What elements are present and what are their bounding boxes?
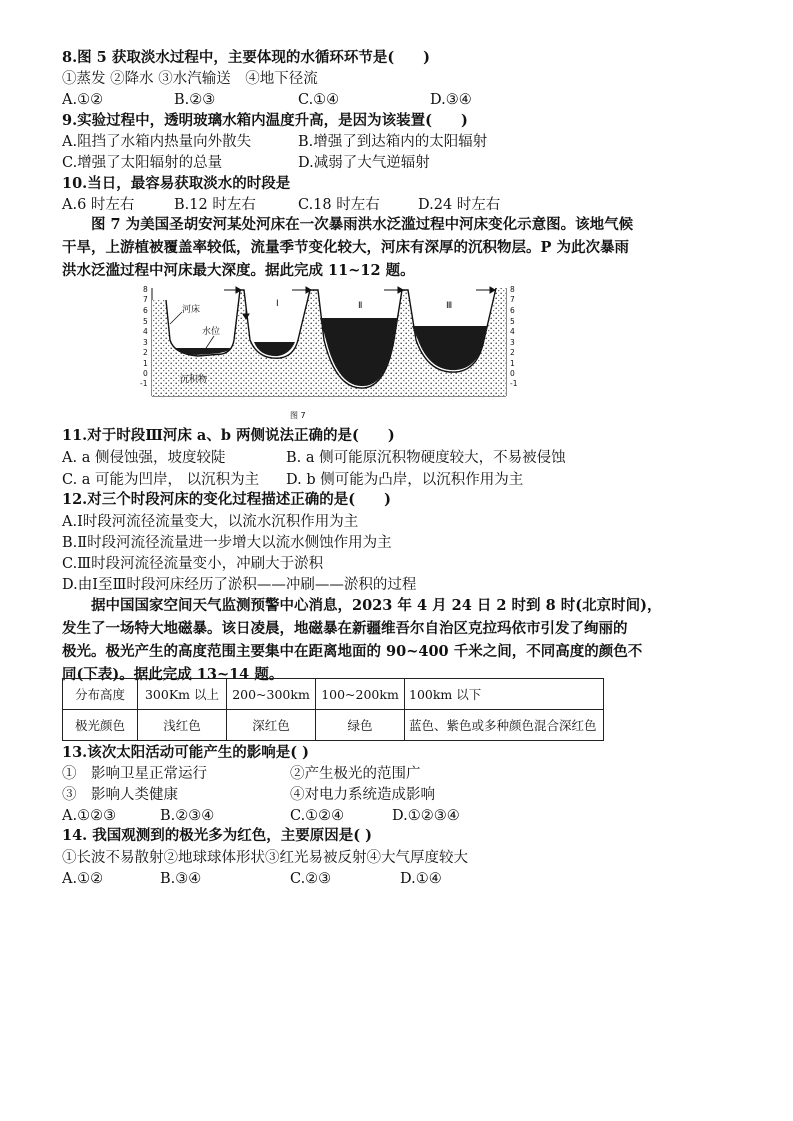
q13-option-d: D.①②③④ [392,808,460,824]
right-tick: 3 [510,338,515,347]
q11-option-d: D. b 侧可能为凸岸，以沉积作用为主 [286,472,524,488]
q9-option-a: A.阻挡了水箱内热量向外散失 [62,134,252,150]
aurora-table [62,678,604,741]
right-tick: 5 [510,317,515,326]
table-cell: 100km 以下 [405,679,604,710]
table-row [63,679,604,710]
q10-option-c: C.18 时左右 [298,197,380,213]
q12-option-b: B.Ⅱ时段河流径流量进一步增大以流水侧蚀作用为主 [62,535,392,551]
q11-option-c: C. a 可能为凹岸， 以沉积为主 [62,472,260,488]
q9-option-d: D.减弱了大气逆辐射 [298,155,430,171]
left-tick: 1 [143,359,148,368]
q12-option-d: D.由Ⅰ至Ⅲ时段河床经历了淤积——冲刷——淤积的过程 [62,577,417,593]
q13-item-3: ③ 影响人类健康 [62,787,178,803]
left-tick: 3 [143,338,148,347]
table-cell: 蓝色、紫色或多种颜色混合深红色 [405,710,604,741]
q8-items: ①蒸发 ②降水 ③水汽输送 ④地下径流 [62,71,318,87]
flow-arrow-head [490,287,495,293]
label-water-level: 水位 [202,327,221,337]
riverbed-leader [170,312,182,324]
intro1-line3: 洪水泛滥过程中河床最大深度。据此完成 11~12 题。 [62,262,415,279]
q10-option-b: B.12 时左右 [174,197,256,213]
q9-option-c: C.增强了太阳辐射的总量 [62,155,223,171]
right-tick: 7 [510,295,515,304]
table-cell: 100~200km [316,679,405,710]
q9-stem: 9.实验过程中，透明玻璃水箱内温度升高，是因为该装置( ) [62,112,468,129]
right-tick-labels [510,285,518,388]
q11-stem: 11.对于时段Ⅲ河床 a、b 两侧说法正确的是( ) [62,427,395,444]
intro2-line3: 极光。极光产生的高度范围主要集中在距离地面的 90~400 千米之间，不同高度的颜色不 [62,643,643,660]
label-riverbed: 河床 [182,305,201,315]
left-tick: -1 [140,379,148,388]
q14-option-a: A.①② [62,871,104,887]
q8-option-d: D.③④ [430,92,472,108]
table-cell: 深红色 [227,710,316,741]
q13-option-b: B.②③④ [160,808,215,824]
left-tick: 8 [143,285,148,294]
intro2-line1: 据中国国家空间天气监测预警中心消息，2023 年 4 月 24 日 2 时到 8 时(北京时间)， [91,597,662,614]
left-tick-labels [140,285,148,388]
intro2-line4: 同(下表)。据此完成 13~14 题。 [62,666,284,683]
label-period-2: Ⅱ [358,301,363,311]
right-tick: 2 [510,348,515,357]
left-tick: 6 [143,306,148,315]
table-cell: 绿色 [316,710,405,741]
right-tick: 6 [510,306,515,315]
riverbed-figure [140,282,520,422]
q11-option-a: A. a 侧侵蚀强，坡度较陡 [62,450,226,466]
q10-stem: 10.当日，最容易获取淡水的时段是 [62,175,291,192]
q14-items: ①长波不易散射②地球球体形状③红光易被反射④大气厚度较大 [62,850,468,866]
left-tick: 0 [143,369,148,378]
intro2-line2: 发生了一场特大地磁暴。该日凌晨，地磁暴在新疆维吾尔自治区克拉玛依市引发了绚丽的 [62,620,628,637]
intro-paragraph-river [62,213,702,282]
q14-option-c: C.②③ [290,871,332,887]
label-period-3: Ⅲ [446,301,453,311]
figure-caption: 图 7 [290,411,306,420]
right-tick: 0 [510,369,515,378]
q8-option-a: A.①② [62,92,104,108]
q13-item-2: ②产生极光的范围广 [290,766,421,782]
left-tick: 5 [143,317,148,326]
right-tick: 8 [510,285,515,294]
table-cell: 分布高度 [63,679,138,710]
left-tick: 7 [143,295,148,304]
left-tick: 4 [143,327,148,336]
q10-option-d: D.24 时左右 [418,197,501,213]
water-level-leader [206,336,214,348]
q12-option-c: C.Ⅲ时段河流径流量变小，冲刷大于淤积 [62,556,324,572]
q10-option-a: A.6 时左右 [62,197,135,213]
q9-option-b: B.增强了到达箱内的太阳辐射 [298,134,488,150]
table-cell: 200~300km [227,679,316,710]
q14-option-b: B.③④ [160,871,202,887]
right-tick: 4 [510,327,515,336]
table-row [63,710,604,741]
q12-option-a: A.Ⅰ时段河流径流量变大，以流水沉积作用为主 [62,514,359,530]
table-cell: 300Km 以上 [138,679,227,710]
right-tick: 1 [510,359,515,368]
left-tick: 2 [143,348,148,357]
table-cell: 极光颜色 [63,710,138,741]
q11-option-b: B. a 侧可能原沉积物硬度较大，不易被侵蚀 [286,450,566,466]
q14-option-d: D.①④ [400,871,442,887]
right-tick: -1 [510,379,518,388]
q13-item-1: ① 影响卫星正常运行 [62,766,207,782]
intro1-line2: 干旱，上游植被覆盖率较低，流量季节变化较大，河床有深厚的沉积物层。P 为此次暴雨 [62,239,629,256]
q8-stem: 8.图 5 获取淡水过程中，主要体现的水循环环节是( ) [62,49,431,66]
q12-stem: 12.对三个时段河床的变化过程描述正确的是( ) [62,491,391,508]
q8-option-b: B.②③ [174,92,216,108]
q13-option-a: A.①②③ [62,808,117,824]
intro1-line1: 图 7 为美国圣胡安河某处河床在一次暴雨洪水泛滥过程中河床变化示意图。该地气候 [91,216,634,233]
q13-item-4: ④对电力系统造成影响 [290,787,435,803]
intro-paragraph-aurora [62,594,702,686]
q13-stem: 13.该次太阳活动可能产生的影响是( ) [62,744,309,761]
label-period-1: Ⅰ [276,299,279,309]
q13-option-c: C.①②④ [290,808,345,824]
table-cell: 浅红色 [138,710,227,741]
q14-stem: 14. 我国观测到的极光多为红色，主要原因是( ) [62,827,373,844]
label-sediment: 沉积物 [180,375,208,385]
q8-option-c: C.①④ [298,92,340,108]
